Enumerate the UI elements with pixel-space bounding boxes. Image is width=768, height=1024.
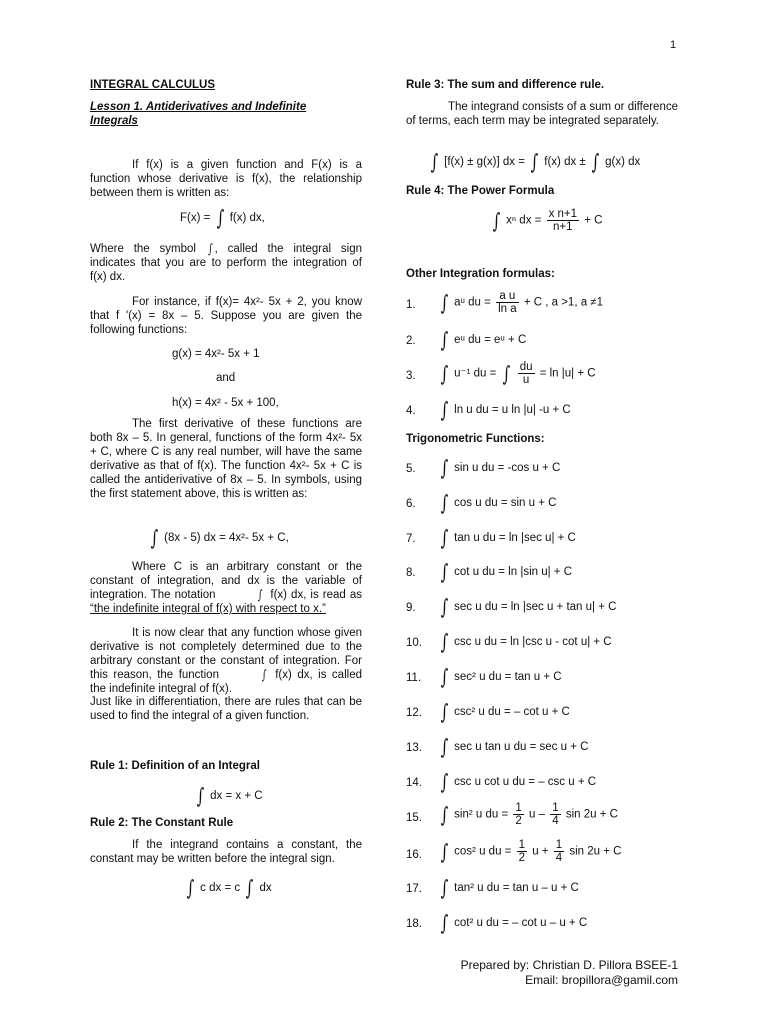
eq-text: dx (259, 882, 272, 895)
fraction (547, 208, 579, 233)
formula-number: 2. (406, 335, 416, 347)
integral-sign-icon: ∫ (440, 526, 449, 550)
formula-number: 4. (406, 405, 416, 417)
integral-sign-icon: ∫ (440, 802, 449, 827)
antiderivative-equation (148, 526, 289, 550)
fraction-denominator: n+1 (553, 221, 573, 233)
derivative-paragraph: The first derivative of these functions are both 8x – 5. In general, functions of the form 4x²- 5x + C, where C is any real number, will have the same derivative as that of f(x). The function 4x²- 5x + C is called the antiderivative of 8x – 5. In symbols, using the first statement above, this is written as: (90, 418, 362, 500)
rule1-equation (194, 784, 263, 808)
integral-sign-icon: ∫ (207, 242, 213, 257)
eq-text: sec u tan u du = sec u + C (454, 741, 589, 754)
rule3-text: The integrand consists of a sum or difference of terms, each term may be integrated separately. (406, 101, 678, 127)
integral-sign-icon: ∫ (440, 290, 449, 315)
eq-text: sec² u du = tan u + C (454, 671, 562, 684)
integral-sign-icon: ∫ (257, 588, 263, 603)
integral-sign-icon: ∫ (440, 700, 449, 724)
prepared-by: Prepared by: Christian D. Pillora BSEE-1 (460, 958, 678, 972)
text: Where C is an arbitrary constant or the constant of integration, and dx is the variable of integration. The notation (90, 561, 362, 601)
formula-11 (406, 665, 684, 689)
eq-text: csc² u du = – cot u + C (454, 706, 570, 719)
formula-8 (406, 560, 684, 584)
formula-number: 8. (406, 567, 416, 579)
fraction-numerator: 1 (515, 802, 522, 814)
integral-sign-icon: ∫ (262, 668, 267, 683)
eq-text: aᵘ du = (454, 296, 491, 309)
eq-text: sin 2u + C (569, 845, 622, 858)
integral-sign-icon: ∫ (440, 911, 449, 935)
text: f(x) dx, is called the indefinite integral of f(x). (90, 669, 362, 695)
footer (420, 958, 678, 988)
formula-number: 1. (406, 299, 416, 311)
eq-text: c dx = c (200, 882, 241, 895)
formula-7 (406, 526, 684, 550)
fraction-numerator: du (519, 361, 533, 373)
eq-text: u – (529, 808, 545, 821)
formula-number: 5. (406, 463, 416, 475)
formula-15 (406, 802, 684, 832)
eq-text: tan² u du = tan u – u + C (454, 882, 579, 895)
example-paragraph: For instance, if f(x)= 4x²- 5x + 2, you know that f '(x) = 8x – 5. Suppose you are given the following functions: (90, 296, 362, 336)
email: Email: bropillora@gamil.com (525, 973, 678, 987)
eq-text: sec u du = ln |sec u + tan u| + C (454, 601, 617, 614)
formula-number: 13. (406, 742, 422, 754)
eq-text: u + (532, 845, 549, 858)
course-title: INTEGRAL CALCULUS (90, 79, 216, 91)
eq-text: cot u du = ln |sin u| + C (454, 566, 573, 579)
integral-sign-icon: ∫ (440, 665, 449, 689)
formula-17 (406, 876, 684, 900)
integral-sign-icon: ∫ (196, 784, 205, 808)
formula-number: 17. (406, 883, 422, 895)
formula-6 (406, 491, 684, 515)
eq-text: = ln |u| + C (539, 367, 596, 380)
fraction-denominator: u (522, 374, 530, 386)
eq-text: cos² u du = (454, 845, 512, 858)
text: , called the integral sign indicates that you are to perform the integration of f(x) dx. (90, 243, 362, 283)
quote-text: “the indefinite integral of f(x) with respect to x.” (90, 603, 326, 615)
eq-text: u⁻¹ du = (454, 367, 497, 380)
eq-text: tan u du = ln |sec u| + C (454, 532, 576, 545)
trig-title: Trigonometric Functions: (406, 433, 545, 445)
fraction (554, 839, 564, 864)
integral-sign-icon: ∫ (245, 876, 254, 900)
formula-3 (406, 361, 684, 391)
integral-sign-icon: ∫ (492, 208, 501, 233)
definition-equation (180, 206, 265, 230)
eq-text: eᵘ du = eᵘ + C (454, 334, 527, 347)
integral-sign-icon: ∫ (440, 560, 449, 584)
eq-text: csc u du = ln |csc u - cot u| + C (454, 636, 612, 649)
indefinite-paragraph (90, 626, 362, 696)
fraction-numerator: 1 (518, 839, 525, 851)
fraction (550, 802, 560, 827)
rule1-title: Rule 1: Definition of an Integral (90, 760, 260, 772)
formula-12 (406, 700, 684, 724)
eq-text: sin² u du = (454, 808, 509, 821)
integral-sign-icon: ∫ (440, 491, 449, 515)
lesson-title: Lesson 1. Antiderivatives and Indefinite Integrals (90, 101, 307, 127)
integral-sign-icon: ∫ (440, 876, 449, 900)
formula-16 (406, 839, 684, 869)
eq-text: dx = x + C (210, 790, 263, 803)
fraction-denominator: 4 (555, 852, 563, 864)
formula-number: 16. (406, 849, 422, 861)
text: It is now clear that any function whose given derivative is not completely determined due to the arbitrary constant or the constant of integration. For this reason, the function (90, 627, 362, 681)
eq-text: ln u du = u ln |u| -u + C (454, 404, 571, 417)
eq-text: [f(x) ± g(x)] dx = (444, 156, 525, 169)
formula-number: 11. (406, 672, 422, 684)
text: f(x) dx, is read as (270, 589, 363, 601)
fraction (513, 802, 523, 827)
formula-number: 10. (406, 637, 422, 649)
integral-sign-icon: ∫ (591, 150, 600, 174)
integral-sign-icon: ∫ (440, 839, 449, 864)
eq-text: cos u du = sin u + C (454, 497, 557, 510)
formula-number: 3. (406, 370, 416, 382)
eq-text: xⁿ dx = (506, 214, 542, 227)
formula-number: 14. (406, 777, 422, 789)
fraction (496, 290, 519, 315)
rule3-title: Rule 3: The sum and difference rule. (406, 79, 605, 91)
formula-number: 7. (406, 533, 416, 545)
formula-4 (406, 398, 684, 422)
integral-sign-icon: ∫ (502, 361, 510, 386)
formula-2 (406, 328, 684, 352)
integral-sign-icon: ∫ (150, 526, 159, 550)
rule2-text: If the integrand contains a constant, the constant may be written before the integral sign. (90, 839, 362, 865)
constant-paragraph (90, 560, 362, 616)
integral-sign-icon: ∫ (440, 398, 449, 422)
formula-number: 6. (406, 498, 416, 510)
rule4-title: Rule 4: The Power Formula (406, 185, 555, 197)
integral-sign-icon: ∫ (440, 361, 449, 386)
fraction-numerator: a u (496, 290, 519, 303)
integral-sign-icon: ∫ (440, 328, 449, 352)
rule2-equation (184, 876, 272, 900)
eq-text: + C (584, 214, 603, 227)
formula-9 (406, 595, 684, 619)
rule3-equation (428, 150, 641, 174)
g-equation: g(x) = 4x²- 5x + 1 (172, 348, 260, 360)
fraction (518, 361, 535, 386)
eq-text: sin 2u + C (565, 808, 618, 821)
other-formulas-title: Other Integration formulas: (406, 268, 555, 280)
formula-1 (406, 290, 684, 320)
fraction-denominator: 4 (552, 815, 559, 827)
integral-sign-icon: ∫ (440, 630, 449, 654)
integral-sign-icon: ∫ (440, 456, 449, 480)
h-equation: h(x) = 4x² - 5x + 100, (172, 397, 279, 409)
integral-sign-icon: ∫ (430, 150, 439, 174)
formula-5 (406, 456, 684, 480)
integral-sign-icon: ∫ (186, 876, 195, 900)
integral-sign-icon: ∫ (216, 206, 224, 230)
fraction-denominator: 2 (515, 815, 522, 827)
eq-text: f(x) dx ± (544, 156, 586, 169)
eq-text: csc u cot u du = – csc u + C (454, 776, 597, 789)
intro-paragraph: If f(x) is a given function and F(x) is a function whose derivative is f(x), the relationship between them is written as: (90, 159, 362, 199)
formula-13 (406, 735, 684, 759)
formula-number: 9. (406, 602, 416, 614)
and-word: and (216, 372, 236, 384)
formula-14 (406, 770, 684, 794)
text: Where the symbol (90, 243, 196, 255)
rules-intro-paragraph: Just like in differentiation, there are rules that can be used to find the integral of a given function. (90, 696, 362, 722)
formula-number: 12. (406, 707, 422, 719)
fraction-denominator: ln a (498, 303, 517, 315)
fraction-numerator: x n+1 (548, 208, 578, 220)
formula-number: 18. (406, 918, 422, 930)
eq-text: (8x - 5) dx = 4x²- 5x + C, (164, 532, 289, 545)
eq-text: sin u du = -cos u + C (454, 462, 561, 475)
formula-18 (406, 911, 684, 935)
rule2-title: Rule 2: The Constant Rule (90, 817, 234, 829)
eq-rhs: f(x) dx, (229, 212, 265, 225)
fraction (517, 839, 527, 864)
eq-text: g(x) dx (605, 156, 641, 169)
integral-sign-paragraph (90, 242, 362, 284)
integral-sign-icon: ∫ (530, 150, 539, 174)
rule4-equation (490, 208, 602, 233)
formula-10 (406, 630, 684, 654)
eq-lhs: F(x) = (180, 212, 211, 225)
integral-sign-icon: ∫ (440, 770, 449, 794)
integral-sign-icon: ∫ (440, 735, 449, 759)
page-number: 1 (670, 39, 677, 51)
eq-text: + C , a >1, a ≠1 (523, 296, 604, 309)
eq-text: cot² u du = – cot u – u + C (454, 917, 588, 930)
fraction-denominator: 2 (518, 852, 525, 864)
integral-sign-icon: ∫ (440, 595, 449, 619)
fraction-numerator: 1 (552, 802, 559, 814)
fraction-numerator: 1 (555, 839, 563, 851)
formula-number: 15. (406, 812, 422, 824)
